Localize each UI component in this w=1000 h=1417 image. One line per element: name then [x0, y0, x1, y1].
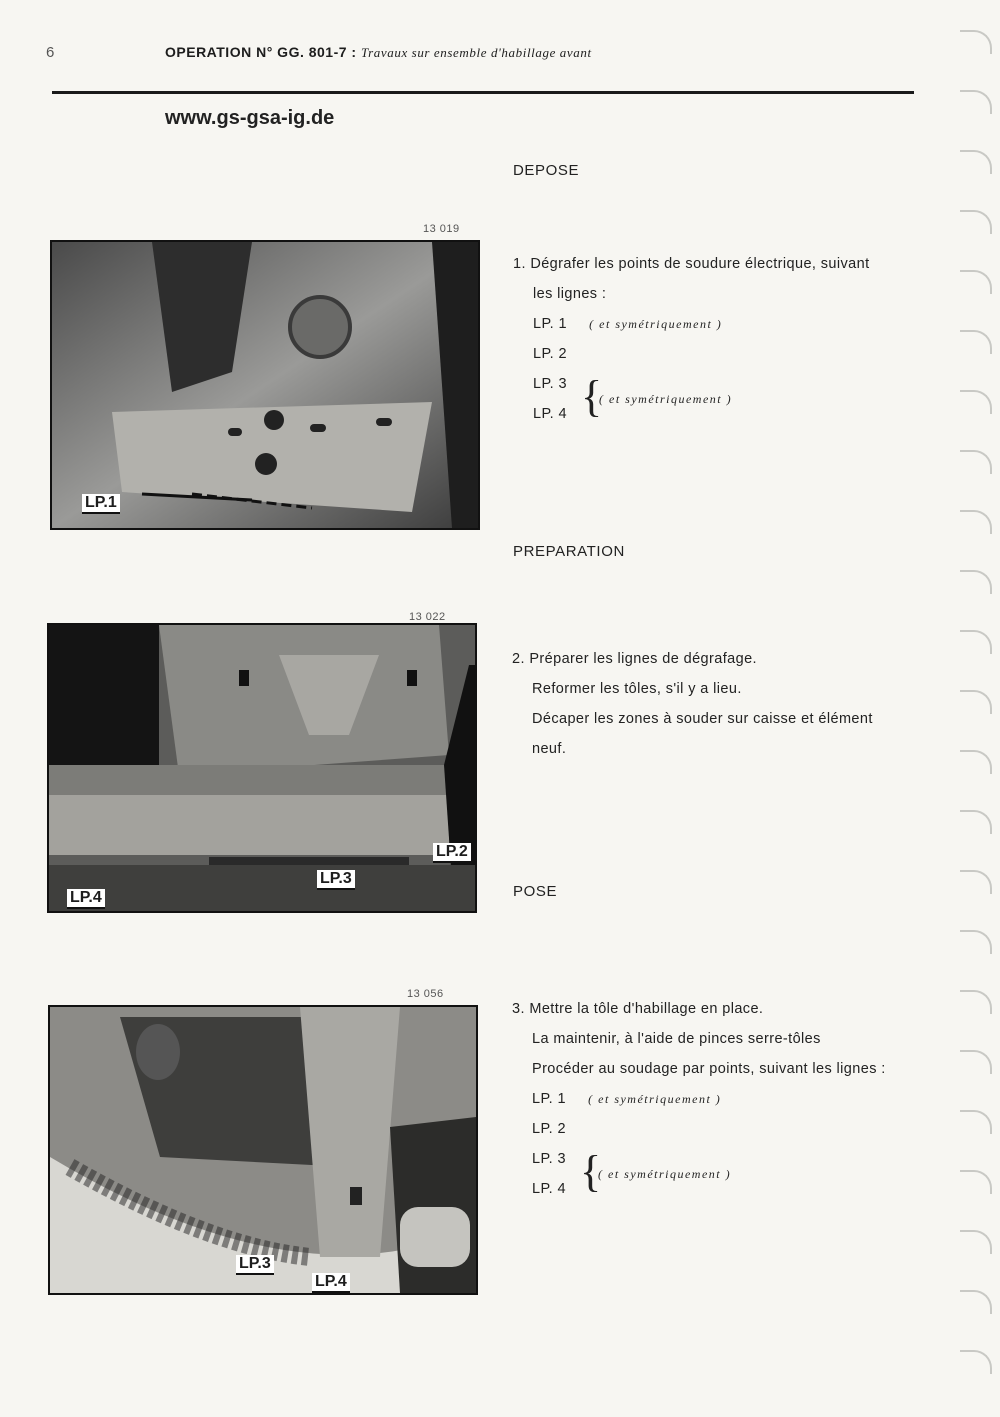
binder-holes [940, 0, 1000, 1417]
figure-number: 13 022 [409, 611, 446, 623]
step-3-line-2: La maintenir, à l'aide de pinces serre-tôles [532, 1031, 821, 1047]
photo-figure-2 [47, 623, 477, 913]
step-3-line-1 [512, 994, 942, 1024]
step-2-line-1 [512, 644, 932, 674]
photo-figure-3 [48, 1005, 478, 1295]
brace-icon: { [580, 1147, 602, 1196]
callout-lp1: LP.1 [82, 494, 120, 514]
lp-label: LP. 3 [532, 1151, 566, 1167]
step-3-line-3: Procéder au soudage par points, suivant les lignes : [532, 1061, 886, 1077]
symmetry-note: ( et symétriquement ) [598, 1167, 732, 1181]
step-text: Mettre la tôle d'habillage en place. [529, 1001, 764, 1017]
step-text: Dégrafer les points de soudure électrique, suivant [530, 256, 870, 272]
lp-line: LP. 2 [532, 1121, 566, 1137]
step-2-line-2: Reformer les tôles, s'il y a lieu. [532, 681, 742, 697]
lp-line: LP. 2 [533, 346, 567, 362]
lp-line-group [512, 1144, 942, 1204]
step-text: Préparer les lignes de dégrafage. [529, 651, 757, 667]
symmetry-note: ( et symétriquement ) [599, 392, 733, 406]
lp-label: LP. 3 [533, 376, 567, 392]
callout-lp4: LP.4 [312, 1273, 350, 1293]
lp-label: LP. 1 [533, 316, 567, 332]
figure-number: 13 019 [423, 223, 460, 235]
photo-2-image [49, 625, 475, 911]
symmetry-note: ( et symétriquement ) [588, 1092, 722, 1106]
lp-line [513, 309, 933, 339]
step-2 [512, 644, 932, 764]
lp-line [512, 1084, 942, 1114]
step-1-line-1 [513, 249, 933, 279]
callout-lp4: LP.4 [67, 889, 105, 909]
photo-figure-1 [50, 240, 480, 530]
lp-label: LP. 4 [532, 1181, 566, 1197]
callout-lp3: LP.3 [317, 870, 355, 890]
website-url[interactable]: www.gs-gsa-ig.de [165, 107, 335, 129]
section-preparation: PREPARATION [513, 543, 625, 560]
lp-label: LP. 4 [533, 406, 567, 422]
operation-number: OPERATION N° GG. 801-7 [165, 44, 348, 60]
photo-1-image [52, 242, 478, 528]
section-depose: DEPOSE [513, 162, 580, 179]
lp-line-group [513, 369, 933, 429]
lp-label: LP. 1 [532, 1091, 566, 1107]
step-3 [512, 994, 942, 1204]
step-1 [513, 249, 933, 429]
title-separator: : [347, 44, 361, 60]
brace-icon: { [581, 372, 603, 421]
callout-lp3: LP.3 [236, 1255, 274, 1275]
step-1-line-2: les lignes : [533, 286, 607, 302]
symmetry-note: ( et symétriquement ) [589, 317, 723, 331]
page-header [0, 44, 1000, 68]
step-number: 1. [513, 256, 526, 272]
step-number: 2. [512, 651, 525, 667]
section-pose: POSE [513, 883, 558, 900]
operation-title [165, 44, 592, 61]
header-rule [52, 91, 914, 94]
step-2-line-4: neuf. [532, 741, 567, 757]
operation-subtitle: Travaux sur ensemble d'habillage avant [361, 45, 592, 60]
figure-number: 13 056 [407, 988, 444, 1000]
step-number: 3. [512, 1001, 525, 1017]
page-number: 6 [46, 44, 55, 61]
step-2-line-3: Décaper les zones à souder sur caisse et élément [532, 711, 873, 727]
callout-lp2: LP.2 [433, 843, 471, 863]
photo-3-image [50, 1007, 476, 1293]
